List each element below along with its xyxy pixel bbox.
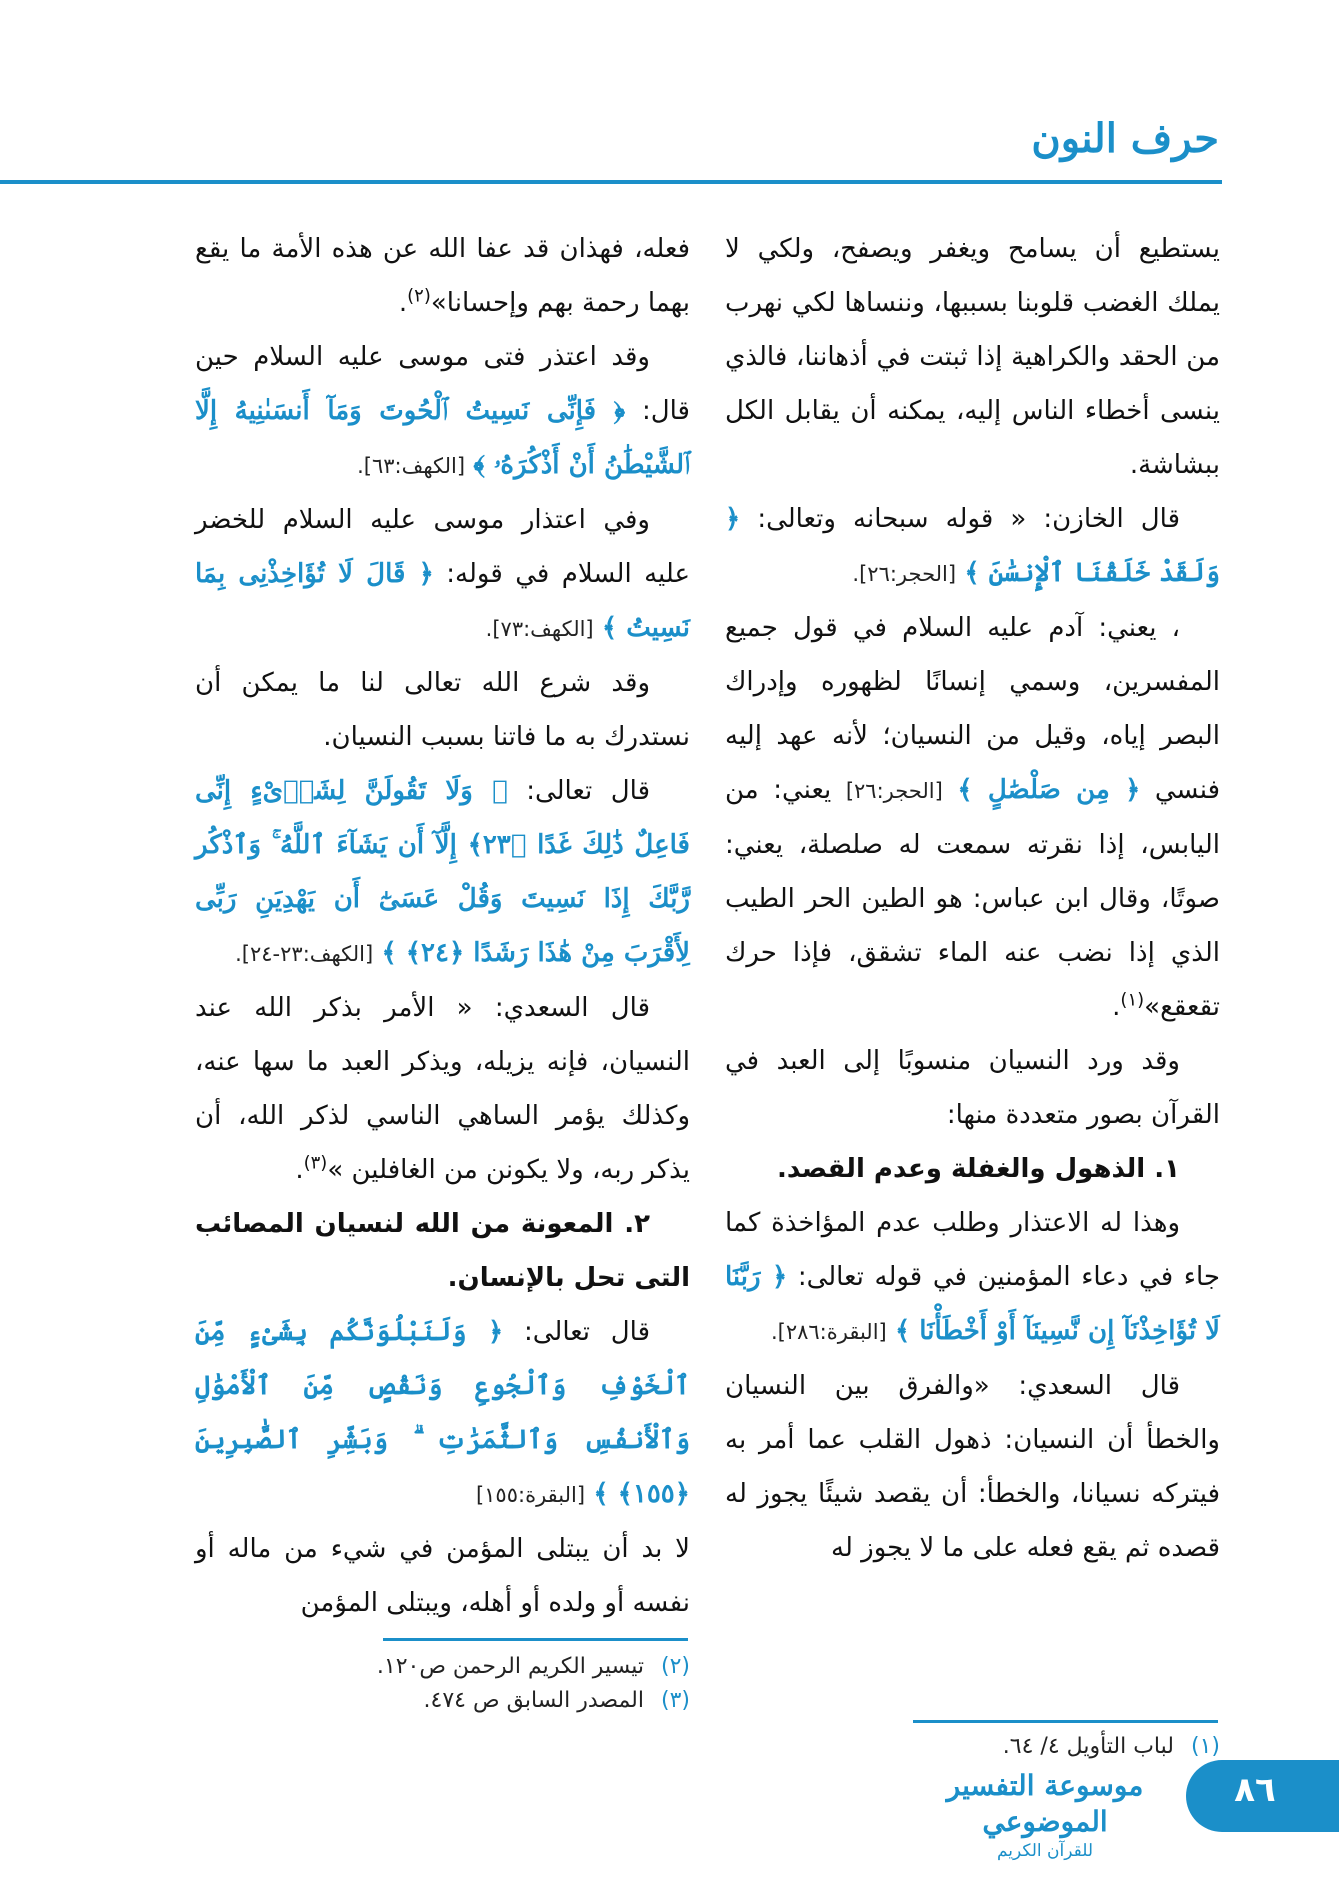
footnote-text: المصدر السابق ص ٤٧٤. <box>423 1688 644 1713</box>
paragraph <box>195 330 690 493</box>
text-span: وفي اعتذار موسى عليه السلام للخضر عليه السلام في قوله: <box>195 505 691 589</box>
footnotes-right <box>725 1730 1220 1764</box>
text-span: فعله، فهذان قد عفا الله عن هذه الأمة ما يقع بهما رحمة بهم وإحسانا» <box>195 234 690 318</box>
verse-reference: [الكهف:٦٣]. <box>357 454 466 478</box>
text-span: . <box>1112 992 1121 1022</box>
footnote <box>195 1684 690 1718</box>
header-rule <box>0 180 1222 184</box>
paragraph: يستطيع أن يسامح ويغفر ويصفح، ولكي لا يملك الغضب قلوبنا بسببها، وننساها لكي نهرب من الحقد والكراهية إذا ثبتت في أذهاننا، فالذي ينسى أخطاء الناس إليه، يمكنه أن يقابل الكل ببشاشة. <box>725 234 1220 480</box>
text-span: ، يعني: آدم عليه السلام في قول جميع المفسرين، وسمي إنسانًا لظهوره وإدراك البصر إياه، وقيل من النسيان؛ لأنه عهد إليه فنسي <box>725 613 1221 805</box>
verse-reference: [البقرة:٢٨٦]. <box>770 1320 887 1344</box>
series-logo <box>900 1768 1190 1862</box>
paragraph <box>195 493 690 656</box>
paragraph <box>195 1305 690 1522</box>
paragraph: لا بد أن يبتلى المؤمن في شيء من ماله أو نفسه أو ولده أو أهله، ويبتلى المؤمن <box>195 1534 690 1618</box>
footnote-text: لباب التأويل ٤/ ٦٤. <box>1002 1734 1174 1759</box>
text-span: . <box>398 288 408 318</box>
footnote-marker: (٣) <box>303 1152 328 1174</box>
verse-reference: [الكهف:٧٣]. <box>485 617 594 641</box>
quran-verse: ﴿ وَلَنَبْلُوَنَّكُم بِشَىْءٍ مِّنَ ٱلْخَوْفِ وَٱلْجُوعِ وَنَقْصٍ مِّنَ ٱلْأَمْوَٰلِ وَٱلْأَنفُسِ وَٱلثَّمَرَٰتِ ۗ وَبَشِّرِ ٱلصَّٰبِرِينَ ﴿١٥٥﴾ ﴾ <box>195 1317 690 1509</box>
page-number: ٨٦ <box>1234 1770 1276 1810</box>
section-heading: ٢. المعونة من الله لنسيان المصائب التى تحل بالإنسان. <box>195 1209 690 1293</box>
text-span: قال تعالى: <box>526 776 650 806</box>
series-logo-subtitle: للقرآن الكريم <box>996 1841 1094 1861</box>
text-span: قال الخازن: « قوله سبحانه وتعالى: <box>757 504 1181 534</box>
footnote-rule <box>383 1638 688 1641</box>
quran-verse: ﴿ رَبَّنَا لَا تُؤَاخِذْنَآ إِن نَّسِينَآ أَوْ أَخْطَأْنَا ﴾ <box>725 1262 1220 1346</box>
text-span: . <box>295 1155 304 1185</box>
text-span: وهذا له الاعتذار وطلب عدم المؤاخذة كما جاء في دعاء المؤمنين في قوله تعالى: <box>725 1208 1220 1292</box>
text-span: وقد اعتذر فتى موسى عليه السلام حين قال: <box>195 342 690 426</box>
verse-reference: [الحجر:٢٦]. <box>852 562 957 586</box>
series-logo-title: موسوعة التفسير الموضوعي <box>946 1769 1144 1838</box>
footnote-text: تيسير الكريم الرحمن ص١٢٠. <box>376 1654 644 1679</box>
verse-reference: [الكهف:٢٣-٢٤]. <box>235 942 374 966</box>
text-span: يعني: من اليابس، إذا نقرته سمعت له صلصلة، يعني: صوتًا، وقال ابن عباس: هو الطين الحر الطيب الذي إذا نضب عنه الماء تشقق، فإذا حرك تقعقع» <box>725 775 1220 1022</box>
text-span: قال تعالى: <box>523 1317 650 1347</box>
footnote-number: (٣) <box>660 1688 690 1713</box>
footnote <box>195 1650 690 1684</box>
paragraph <box>195 764 690 981</box>
footnote-rule <box>913 1720 1218 1723</box>
paragraph <box>725 601 1220 1034</box>
right-text-column <box>725 222 1220 1575</box>
paragraph <box>725 492 1220 601</box>
chapter-title: حرف النون <box>1031 115 1219 162</box>
footnotes-left <box>195 1650 690 1718</box>
verse-reference: [الحجر:٢٦] <box>845 779 943 803</box>
footnote-number: (١) <box>1190 1734 1220 1759</box>
section-heading: ١. الذهول والغفلة وعدم القصد. <box>776 1154 1180 1184</box>
quran-verse: ﴿ فَإِنِّى نَسِيتُ ٱلْحُوتَ وَمَآ أَنسَىٰنِيهُ إِلَّا ٱلشَّيْطَٰنُ أَنْ أَذْكُرَهُۥ ﴾ <box>195 396 690 480</box>
verse-reference: [البقرة:١٥٥] <box>475 1483 586 1507</box>
paragraph: وقد شرع الله تعالى لنا ما يمكن أن نستدرك به ما فاتنا بسبب النسيان. <box>195 668 690 752</box>
footnote-marker: (٢) <box>407 285 431 307</box>
text-span: قال السعدي: « الأمر بذكر الله عند النسيان، فإنه يزيله، ويذكر العبد ما سها عنه، وكذلك يؤمر الساهي الناسي لذكر الله، أن يذكر ربه، ولا يكونن من الغافلين » <box>195 993 690 1185</box>
left-text-column <box>195 222 690 1630</box>
quran-verse: ﴿ قَالَ لَا تُؤَاخِذْنِى بِمَا نَسِيتُ ﴾ <box>195 559 690 643</box>
paragraph <box>725 1196 1220 1359</box>
paragraph <box>195 981 690 1197</box>
quran-verse: ﴿ مِن صَلْصَٰلٍ ﴾ <box>957 775 1141 805</box>
paragraph: قال السعدي: «والفرق بين النسيان والخطأ أن النسيان: ذهول القلب عما أمر به فيتركه نسيانا، والخطأ: أن يقصد شيئًا يجوز له قصده ثم يقع فعله على ما لا يجوز له <box>725 1371 1220 1563</box>
paragraph <box>195 222 690 330</box>
footnote-number: (٢) <box>660 1654 690 1679</box>
quran-verse: ﴿ وَلَقَدْ خَلَقْنَا ٱلْإِنسَٰنَ ﴾ <box>725 504 1220 588</box>
footnote-marker: (١) <box>1120 989 1145 1011</box>
footnote <box>725 1730 1220 1764</box>
paragraph: وقد ورد النسيان منسوبًا إلى العبد في القرآن بصور متعددة منها: <box>725 1046 1220 1130</box>
quran-verse: ﴿ وَلَا تَقُولَنَّ لِشَا۟ىْءٍ إِنِّى فَاعِلٌ ذَٰلِكَ غَدًا ﴿٢٣﴾ إِلَّآ أَن يَشَآءَ ٱللَّهُ ۚ وَٱذْكُر رَّبَّكَ إِذَا نَسِيتَ وَقُلْ عَسَىٰٓ أَن يَهْدِيَنِ رَبِّى لِأَقْرَبَ مِنْ هَٰذَا رَشَدًا ﴿٢٤﴾ ﴾ <box>195 776 690 968</box>
